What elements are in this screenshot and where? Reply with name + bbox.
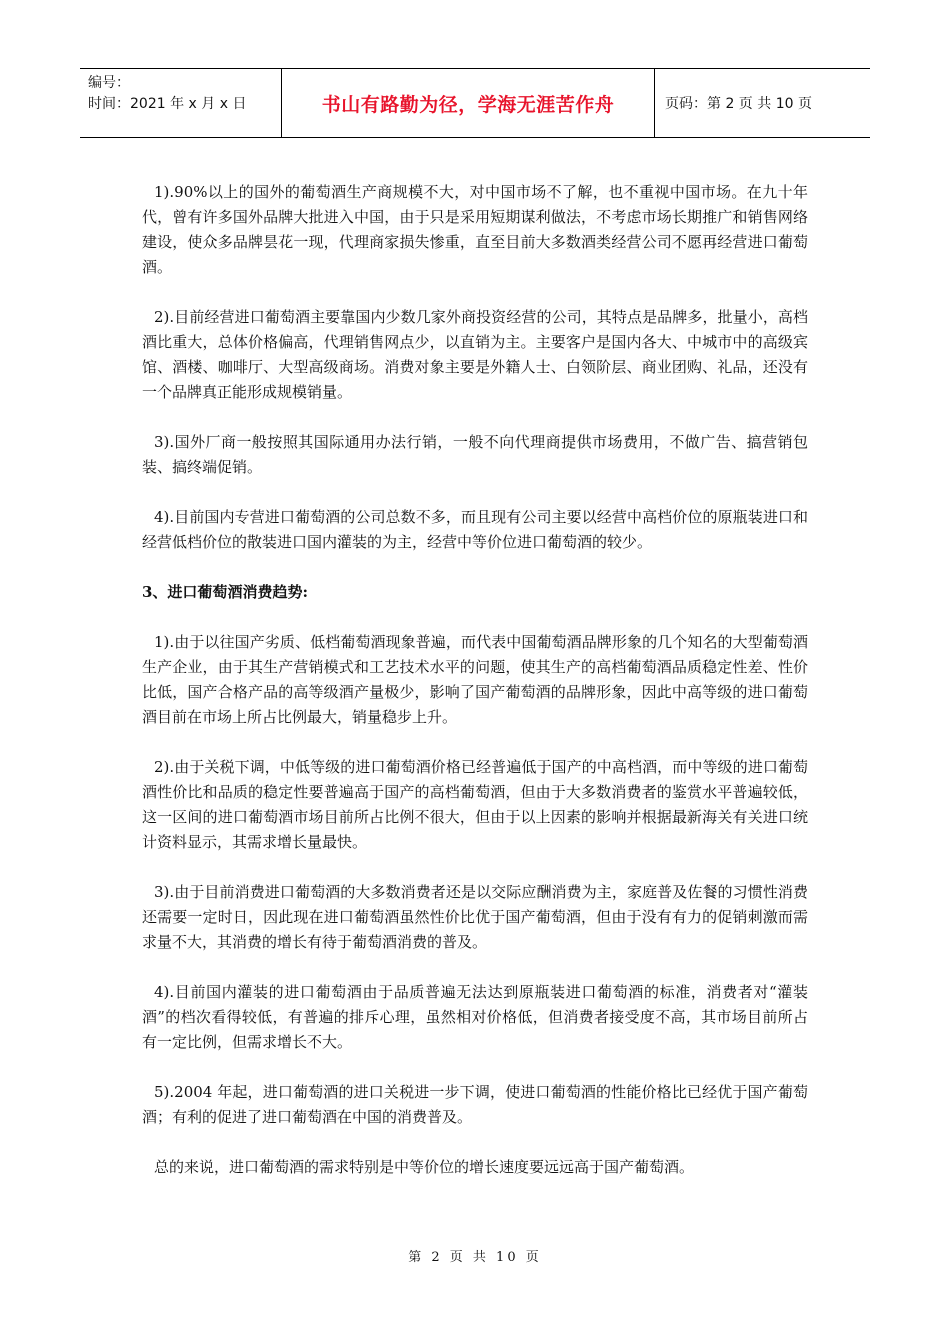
doc-date: 时间：2021 年 x 月 x 日 bbox=[88, 96, 247, 112]
paragraph-a2: 2).目前经营进口葡萄酒主要靠国内少数几家外商投资经营的公司，其特点是品牌多，批量小，高档酒比重大，总体价格偏高，代理销售网点少，以直销为主。主要客户是国内各大、中城市中的高级宾馆、酒楼、咖啡厅、大型高级商场。消费对象主要是外籍人士、白领阶层、商业团购、礼品，还没有一个品牌真正能形成规模销量。 bbox=[142, 308, 808, 401]
paragraph-a4: 4).目前国内专营进口葡萄酒的公司总数不多，而且现有公司主要以经营中高档价位的原瓶装进口和经营低档价位的散装进口国内灌装的为主，经营中等价位进口葡萄酒的较少。 bbox=[142, 508, 808, 551]
paragraph-b1: 1).由于以往国产劣质、低档葡萄酒现象普遍，而代表中国葡萄酒品牌形象的几个知名的大型葡萄酒生产企业，由于其生产营销模式和工艺技术水平的问题，使其生产的高档葡萄酒品质稳定性差、性价比低，国产合格产品的高等级酒产量极少，影响了国产葡萄酒的品牌形象，因此中高等级的进口葡萄酒目前在市场上所占比例最大，销量稳步上升。 bbox=[142, 633, 808, 726]
header-meta bbox=[80, 69, 282, 137]
document-body bbox=[142, 180, 808, 1205]
page-header bbox=[80, 68, 870, 138]
paragraph-a3: 3).国外厂商一般按照其国际通用办法行销，一般不向代理商提供市场费用，不做广告、搞营销包装、搞终端促销。 bbox=[142, 433, 808, 476]
paragraph-b3: 3).由于目前消费进口葡萄酒的大多数消费者还是以交际应酬消费为主，家庭普及佐餐的习惯性消费还需要一定时日，因此现在进口葡萄酒虽然性价比优于国产葡萄酒，但由于没有有力的促销刺激而需求量不大，其消费的增长有待于葡萄酒消费的普及。 bbox=[142, 883, 808, 951]
summary-paragraph: 总的来说，进口葡萄酒的需求特别是中等价位的增长速度要远远高于国产葡萄酒。 bbox=[154, 1158, 695, 1176]
paragraph-a1: 1).90%以上的国外的葡萄酒生产商规模不大，对中国市场不了解，也不重视中国市场。在九十年代，曾有许多国外品牌大批进入中国，由于只是采用短期谋利做法，不考虑市场长期推广和销售网络建设，使众多品牌昙花一现，代理商家损失惨重，直至目前大多数酒类经营公司不愿再经营进口葡萄酒。 bbox=[142, 183, 808, 276]
doc-number-label: 编号： bbox=[88, 75, 130, 91]
header-page-info: 页码：第 2 页 共 10 页 bbox=[665, 96, 812, 112]
paragraph-b2: 2).由于关税下调，中低等级的进口葡萄酒价格已经普遍低于国产的中高档酒，而中等级的进口葡萄酒性价比和品质的稳定性要普遍高于国产的高档葡萄酒，但由于大多数消费者的鉴赏水平普遍较低，这一区间的进口葡萄酒市场目前所占比例不很大，但由于以上因素的影响并根据最新海关有关进口统计资料显示，其需求增长量最快。 bbox=[142, 758, 808, 851]
paragraph-b4: 4).目前国内灌装的进口葡萄酒由于品质普遍无法达到原瓶装进口葡萄酒的标准，消费者对“灌装酒”的档次看得较低，有普遍的排斥心理，虽然相对价格低，但消费者接受度不高，其市场目前所占有一定比例，但需求增长不大。 bbox=[142, 983, 808, 1051]
paragraph-b5: 5).2004 年起，进口葡萄酒的进口关税进一步下调，使进口葡萄酒的性能价格比已经优于国产葡萄酒；有利的促进了进口葡萄酒在中国的消费普及。 bbox=[142, 1083, 808, 1126]
section-heading: 3、进口葡萄酒消费趋势: bbox=[142, 583, 308, 601]
header-motto: 书山有路勤为径，学海无涯苦作舟 bbox=[282, 69, 655, 137]
page-footer: 第 2 页 共 10 页 bbox=[408, 1250, 542, 1265]
